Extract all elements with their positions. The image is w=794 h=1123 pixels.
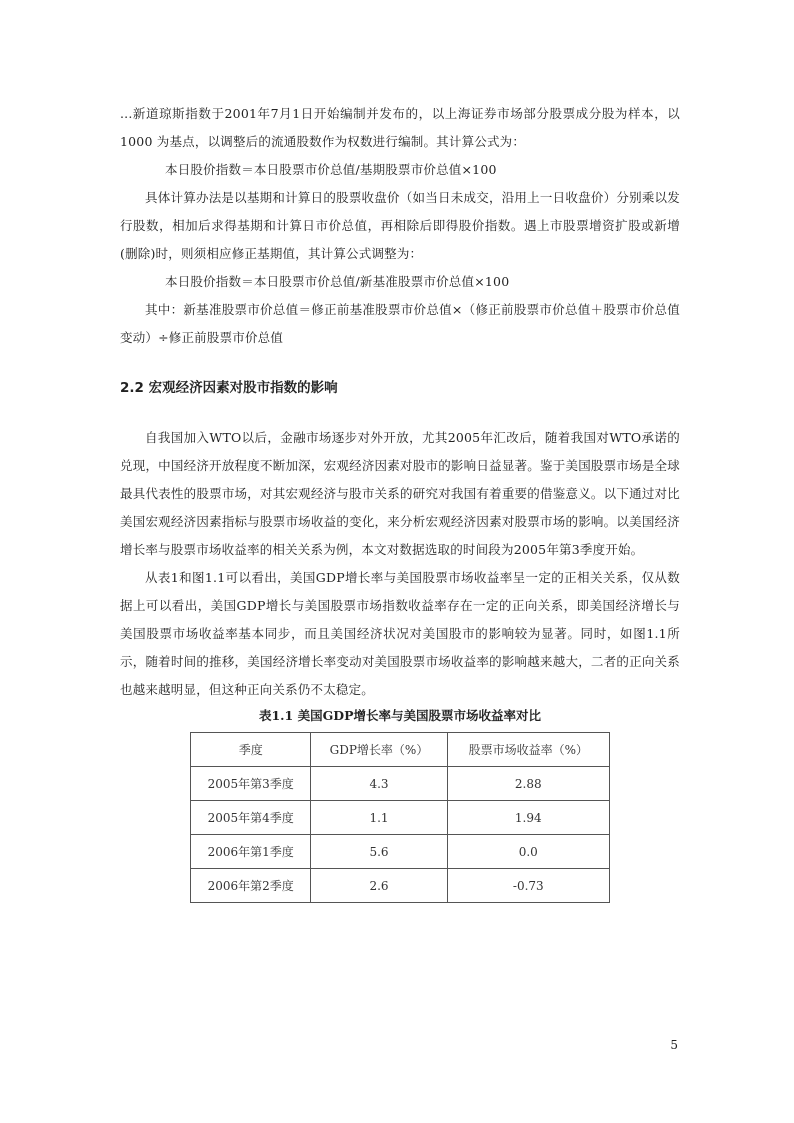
section-heading: 2.2 宏观经济因素对股市指数的影响 (120, 380, 338, 396)
table-cell: 2006年第2季度 (191, 869, 311, 903)
data-table (190, 732, 610, 903)
table-row (191, 835, 610, 869)
table-header-gdp: GDP增长率（%） (311, 733, 447, 767)
table-cell: -0.73 (447, 869, 609, 903)
body-text (120, 100, 680, 903)
table-cell: 1.94 (447, 801, 609, 835)
table-cell: 2005年第3季度 (191, 767, 311, 801)
section-paragraph-2: 从表1和图1.1可以看出，美国GDP增长率与美国股票市场收益率呈一定的正相关关系，仅从数据上可以看出，美国GDP增长与美国股票市场指数收益率存在一定的正向关系，即美国经济增长与美国股票市场收益率基本同步，而且美国经济状况对美国股市的影响较为显著。同时，如图1.1所示，随着时间的推移，美国经济增长率变动对美国股票市场收益率的影响越来越大，二者的正向关系也越来越明显，但这种正向关系仍不太稳定。 (120, 570, 680, 697)
table-cell: 2006年第1季度 (191, 835, 311, 869)
formula-2: 本日股价指数＝本日股票市价总值/新基准股票市价总值×100 (165, 274, 510, 289)
table-header-quarter: 季度 (191, 733, 311, 767)
table-cell: 2.6 (311, 869, 447, 903)
table-cell: 4.3 (311, 767, 447, 801)
table-cell: 0.0 (447, 835, 609, 869)
table-header-row (191, 733, 610, 767)
table-cell: 2005年第4季度 (191, 801, 311, 835)
table-header-return: 股票市场收益率（%） (447, 733, 609, 767)
table-cell: 2.88 (447, 767, 609, 801)
definition-paragraph: 其中：新基准股票市价总值＝修正前基准股票市价总值×（修正前股票市价总值＋股票市价总值变动）÷修正前股票市价总值 (120, 302, 680, 345)
formula-1: 本日股价指数＝本日股票市价总值/基期股票市价总值×100 (165, 162, 497, 177)
intro-paragraph: ...新道琼斯指数于2001年7月1日开始编制并发布的，以上海证券市场部分股票成分股为样本，以 1000 为基点，以调整后的流通股数作为权数进行编制。其计算公式为： (120, 106, 680, 149)
table-row (191, 801, 610, 835)
table-row (191, 767, 610, 801)
section-paragraph-1: 自我国加入WTO以后，金融市场逐步对外开放，尤其2005年汇改后，随着我国对WTO承诺的兑现，中国经济开放程度不断加深，宏观经济因素对股市的影响日益显著。鉴于美国股票市场是全球最具代表性的股票市场，对其宏观经济与股市关系的研究对我国有着重要的借鉴意义。以下通过对比美国宏观经济因素指标与股票市场收益的变化，来分析宏观经济因素对股票市场的影响。以美国经济增长率与股票市场收益率的相关关系为例，本文对数据选取的时间段为2005年第3季度开始。 (120, 430, 680, 557)
method-paragraph: 具体计算办法是以基期和计算日的股票收盘价（如当日未成交，沿用上一日收盘价）分别乘以发行股数，相加后求得基期和计算日市价总值，再相除后即得股价指数。遇上市股票增资扩股或新增(删除)时，则须相应修正基期值，其计算公式调整为： (120, 190, 680, 261)
table-row (191, 869, 610, 903)
table-title: 表1.1 美国GDP增长率与美国股票市场收益率对比 (258, 708, 541, 723)
table-cell: 5.6 (311, 835, 447, 869)
table-cell: 1.1 (311, 801, 447, 835)
page-number: 5 (670, 1038, 678, 1052)
